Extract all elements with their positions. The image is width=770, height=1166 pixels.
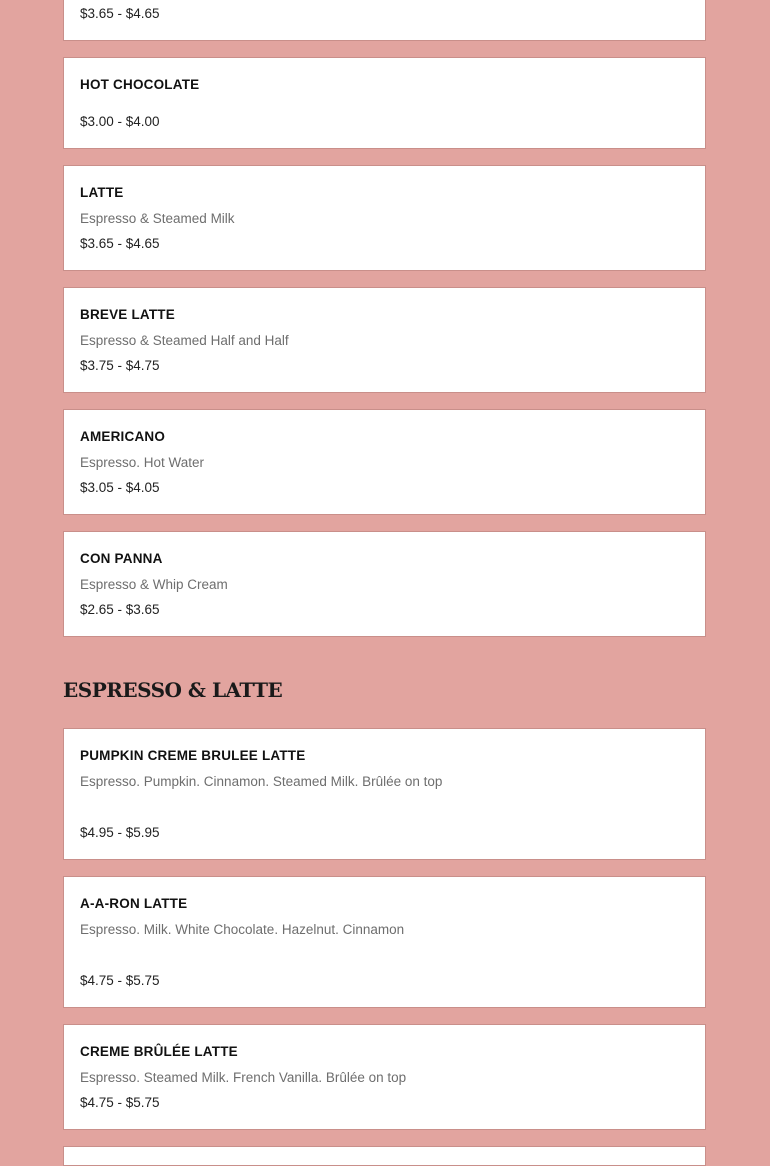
menu-item-description: Espresso. Hot Water bbox=[80, 455, 205, 470]
menu-item-price: $3.65 - $4.65 bbox=[80, 236, 160, 251]
menu-item-description: Espresso. Pumpkin. Cinnamon. Steamed Milk. Brûlée on top bbox=[80, 774, 443, 789]
menu-item-description: Espresso & Steamed Half and Half bbox=[80, 333, 289, 348]
menu-item-card bbox=[63, 57, 706, 149]
menu-item-price: $3.75 - $4.75 bbox=[80, 358, 160, 373]
menu-item-card bbox=[63, 409, 706, 515]
menu-item-name: CREME BRÛLÉE LATTE bbox=[80, 1044, 238, 1059]
menu-item-card bbox=[63, 165, 706, 271]
menu-item-card bbox=[63, 287, 706, 393]
menu-item-description: Espresso & Steamed Milk bbox=[80, 211, 235, 226]
menu-item-price: $3.65 - $4.65 bbox=[80, 6, 160, 21]
menu-item-name: AMERICANO bbox=[80, 429, 166, 444]
menu-item-card bbox=[63, 531, 706, 637]
menu-item-name: HOT CHOCOLATE bbox=[80, 77, 200, 92]
menu-item-card-partial bbox=[63, 0, 706, 41]
menu-item-price: $4.95 - $5.95 bbox=[80, 825, 160, 840]
menu-item-name: A-A-RON LATTE bbox=[80, 896, 188, 911]
menu-item-name: PUMPKIN CREME BRULEE LATTE bbox=[80, 748, 306, 763]
menu-item-price: $4.75 - $5.75 bbox=[80, 973, 160, 988]
menu-item-name: BREVE LATTE bbox=[80, 307, 175, 322]
menu-item-card-partial bbox=[63, 1146, 706, 1166]
menu-item-price: $3.05 - $4.05 bbox=[80, 480, 160, 495]
menu-item-name: LATTE bbox=[80, 185, 124, 200]
menu-item-description: Espresso. Milk. White Chocolate. Hazelnut. Cinnamon bbox=[80, 922, 405, 937]
menu-item-price: $3.00 - $4.00 bbox=[80, 114, 160, 129]
menu-item-price: $4.75 - $5.75 bbox=[80, 1095, 160, 1110]
menu-item-description: Espresso & Whip Cream bbox=[80, 577, 228, 592]
menu-item-card bbox=[63, 728, 706, 860]
menu-item-card bbox=[63, 876, 706, 1008]
section-title: ESPRESSO & LATTE bbox=[63, 678, 283, 702]
menu-item-name: CON PANNA bbox=[80, 551, 163, 566]
menu-item-description: Espresso. Steamed Milk. French Vanilla. Brûlée on top bbox=[80, 1070, 407, 1085]
menu-item-price: $2.65 - $3.65 bbox=[80, 602, 160, 617]
menu-item-card bbox=[63, 1024, 706, 1130]
